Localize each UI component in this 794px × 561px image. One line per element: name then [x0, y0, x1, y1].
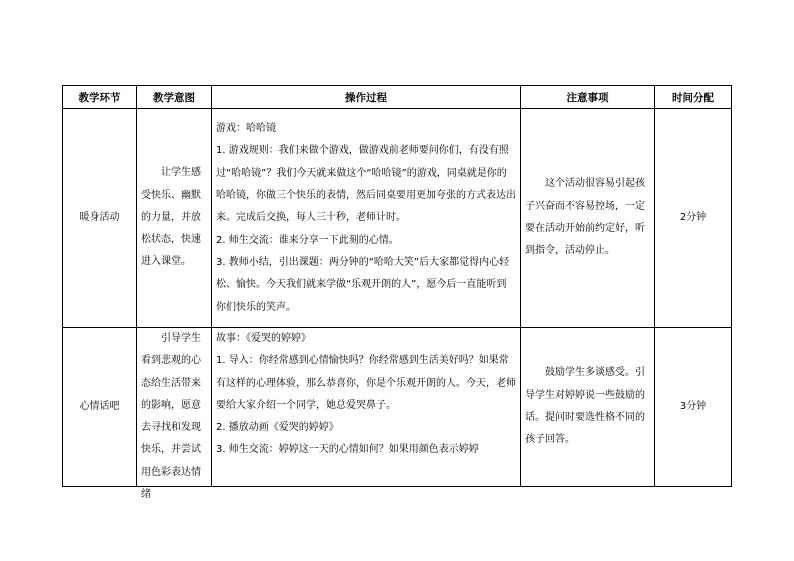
notes-text: 鼓励学生多谈感受。引导学生对婷婷说一些鼓励的话。提问时要选性格不同的孩子回答。	[525, 367, 645, 446]
intent-cell	[137, 109, 212, 328]
lesson-plan-table	[62, 85, 732, 501]
stage-cell	[63, 109, 137, 328]
time-cell	[655, 109, 732, 328]
process-cell	[212, 109, 521, 328]
process-cell	[212, 328, 521, 487]
time-text: 3分钟	[679, 400, 707, 412]
process-step: 3. 教师小结，引出课题：两分钟的“哈哈大笑”后大家都觉得内心轻松、愉快。今天我们就来学做“乐观开朗的人”，愿今后一直能听到你们快乐的笑声。	[216, 256, 510, 313]
header-notes: 注意事项	[521, 86, 655, 109]
process-step: 3. 师生交流：婷婷这一天的心情如何？如果用颜色表示婷婷	[216, 444, 479, 456]
table-row	[63, 328, 732, 487]
time-text: 2分钟	[679, 211, 707, 223]
time-cell	[655, 328, 732, 487]
process-title: 游戏：哈哈镜	[216, 123, 276, 135]
header-stage: 教学环节	[63, 86, 137, 109]
process-step: 2. 播放动画《爱哭的婷婷》	[216, 422, 339, 434]
intent-text: 引导学生看到悲观的心态给生活带来的影响，愿意去寻找和发现快乐，并尝试用色彩表达情绪	[141, 333, 201, 501]
stage-text: 暖身活动	[79, 211, 120, 223]
process-title: 故事：《爱哭的婷婷》	[216, 333, 311, 344]
stage-cell	[63, 328, 137, 487]
header-process: 操作过程	[212, 86, 521, 109]
notes-cell	[521, 328, 655, 487]
header-intent: 教学意图	[137, 86, 212, 109]
intent-cell	[137, 328, 212, 501]
intent-text: 让学生感受快乐、幽默的力量，并放松状态，快速进入课堂。	[141, 167, 201, 268]
table-row	[63, 109, 732, 328]
notes-cell	[521, 109, 655, 328]
process-step: 1. 导入：你经常感到心情愉快吗？你经常感到生活美好吗？如果常有这样的心理体验，那么恭喜你，你是个乐观开朗的人。今天，老师要给大家介绍一个同学，她总爱哭鼻子。	[216, 355, 516, 411]
process-step: 2. 师生交流：谁来分享一下此刻的心情。	[216, 234, 399, 246]
header-time: 时间分配	[655, 86, 732, 109]
process-step: 1. 游戏规则：我们来做个游戏，做游戏前老师要问你们，有没有照过“哈哈镜”？我们今天就来做这个“哈哈镜”的游戏，同桌就是你的哈哈镜，你做三个快乐的表情，然后同桌要用更加夸张的方式表达出来。完成后交换，每人三十秒，老师计时。	[216, 145, 516, 224]
stage-text: 心情话吧	[79, 400, 120, 412]
notes-text: 这个活动很容易引起孩子兴奋而不容易控场，一定要在活动开始前约定好，听到指令，活动停止。	[525, 178, 645, 257]
table-header-row	[63, 86, 732, 109]
